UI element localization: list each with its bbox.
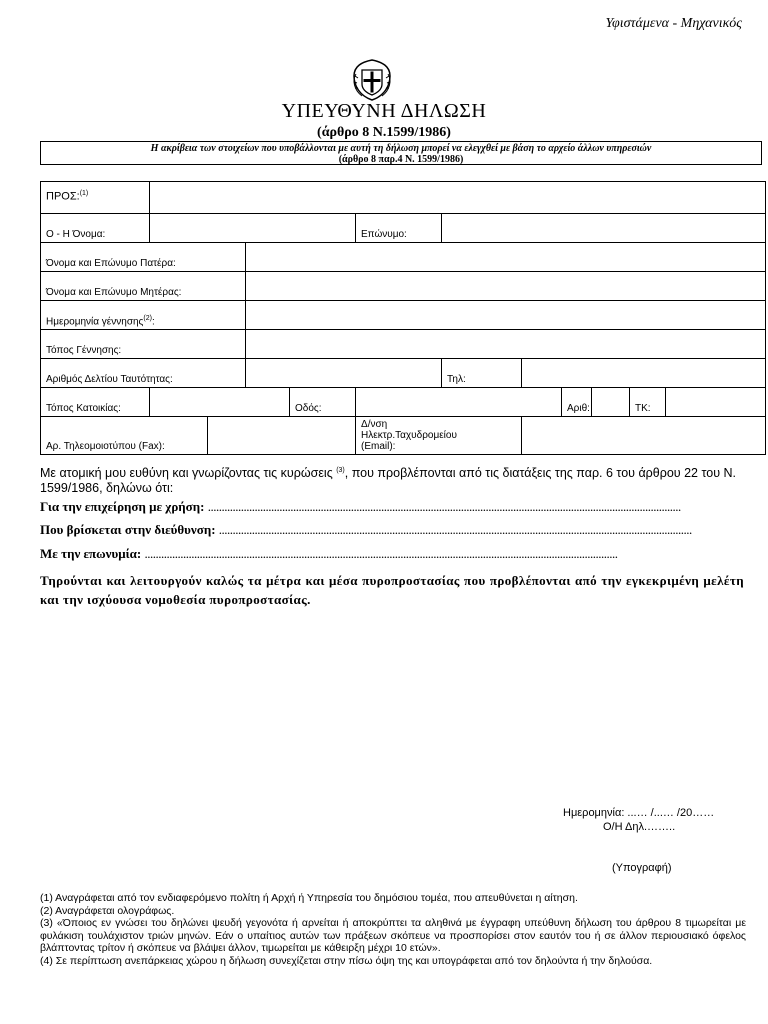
phone-label: Τηλ: [442, 359, 522, 388]
signature-label: (Υπογραφή) [612, 862, 672, 874]
business-use-line[interactable] [40, 499, 740, 515]
surname-label: Επώνυμο: [356, 214, 442, 243]
declaration-intro: Με ατομική μου ευθύνη και γνωρίζοντας τις κυρώσεις $^{(3)}$, που προβλέπονται από τις διατάξεις της παρ. 6 του άρθρου 22 του Ν. 1599/1986, δηλώνω ότι: [40, 466, 737, 496]
postcode-label: ΤΚ: [630, 388, 666, 417]
street-field[interactable] [356, 388, 562, 417]
phone-field[interactable] [522, 359, 766, 388]
email-field[interactable] [522, 417, 766, 455]
fax-label: Αρ. Τηλεομοιοτύπου (Fax): [41, 417, 208, 455]
verification-notice [40, 141, 762, 165]
surname-field[interactable] [442, 214, 766, 243]
to-label: ΠΡΟΣ:$^{(1)}$ [41, 182, 150, 214]
fire-safety-statement: Τηρούνται και λειτουργούν καλώς τα μέτρα και μέσα πυροπροστασίας που προβλέπονται από την εγκεκριμένη μελέτη και την ισχύουσα νομοθεσία πυροπροστασίας. [40, 573, 744, 607]
corner-label: Υφιστάμενα - Μηχανικός [605, 16, 742, 31]
birth-date-field[interactable] [246, 301, 766, 330]
father-name-field[interactable] [246, 243, 766, 272]
footnote-3: (3) «Όποιος εν γνώσει του δηλώνει ψευδή γεγονότα ή αρνείται ή αποκρύπτει τα αληθινά με έγγραφη υπεύθυνη δήλωση του άρθρου 8 τιμωρείται με φυλάκιση τουλάχιστον τριών μηνών. Εάν ο υπαίτιος αυτών των πράξεων σκόπευε να προσπορίσει στον εαυτόν του ή σε άλλον περιουσιακό όφελος βλάπτοντας τρίτον ή σκόπευε να βλάψει άλλον, τιμωρείται με κάθειρξη μέχρι 10 ετών». [40, 917, 746, 954]
number-label: Αριθ: [562, 388, 592, 417]
fax-field[interactable] [208, 417, 356, 455]
id-number-field[interactable] [246, 359, 442, 388]
father-name-label: Όνομα και Επώνυμο Πατέρα: [41, 243, 246, 272]
postcode-field[interactable] [666, 388, 766, 417]
notice-line-2: (άρθρο 8 παρ.4 Ν. 1599/1986) [338, 154, 464, 165]
footnotes [40, 892, 746, 967]
greek-coat-of-arms-icon [346, 52, 398, 104]
footnote-2: (2) Αναγράφεται ολογράφως. [40, 904, 175, 917]
address-line[interactable] [40, 522, 740, 538]
first-name-label: Ο - Η Όνομα: [41, 214, 150, 243]
trade-name-line[interactable] [40, 546, 740, 562]
notice-line-1: Η ακρίβεια των στοιχείων που υποβάλλονται με αυτή τη δήλωση μπορεί να ελεγχθεί με βάση το αρχείο άλλων υπηρεσιών [150, 143, 652, 154]
street-label: Οδός: [290, 388, 356, 417]
birth-date-label: Ημερομηνία γέννησης$^{(2)}$: [41, 301, 246, 330]
trade-name-fill[interactable]: ............................................................................................................................................................................ [144, 546, 618, 561]
mother-name-field[interactable] [246, 272, 766, 301]
to-field[interactable] [150, 182, 766, 214]
birth-place-field[interactable] [246, 330, 766, 359]
footnote-1: (1) Αναγράφεται από τον ενδιαφερόμενο πολίτη ή Αρχή ή Υπηρεσία του δημόσιου τομέα, που απευθύνεται η αίτηση. [40, 892, 578, 904]
residence-label: Τόπος Κατοικίας: [41, 388, 150, 417]
number-field[interactable] [592, 388, 630, 417]
first-name-field[interactable] [150, 214, 356, 243]
mother-name-label: Όνομα και Επώνυμο Μητέρας: [41, 272, 246, 301]
personal-details-table [40, 181, 766, 455]
document-subtitle: (άρθρο 8 Ν.1599/1986) [317, 125, 451, 140]
address-fill[interactable]: ............................................................................................................................................................................ [218, 522, 692, 537]
trade-name-label: Με την επωνυμία: [40, 546, 142, 561]
birth-place-label: Τόπος Γέννησης: [41, 330, 246, 359]
signature-date: Ημερομηνία: ...… /...… /20…… [563, 807, 715, 819]
residence-field[interactable] [150, 388, 290, 417]
address-label: Που βρίσκεται στην διεύθυνση: [40, 522, 216, 537]
document-title: ΥΠΕΥΘΥΝΗ ΔΗΛΩΣΗ [281, 100, 487, 122]
business-use-label: Για την επιχείρηση με χρήση: [40, 499, 205, 514]
business-use-fill[interactable]: ............................................................................................................................................................................ [207, 499, 681, 514]
id-number-label: Αριθμός Δελτίου Ταυτότητας: [41, 359, 246, 388]
footnote-4: (4) Σε περίπτωση ανεπάρκειας χώρου η δήλωση συνεχίζεται στην πίσω όψη της και υπογράφεται από τον δηλούντα ή την δηλούσα. [40, 954, 653, 967]
declarant-label: Ο/Η Δηλ.…….. [603, 821, 676, 833]
email-label: Δ/νση Ηλεκτρ.Ταχυδρομείου (Email): [356, 417, 522, 455]
